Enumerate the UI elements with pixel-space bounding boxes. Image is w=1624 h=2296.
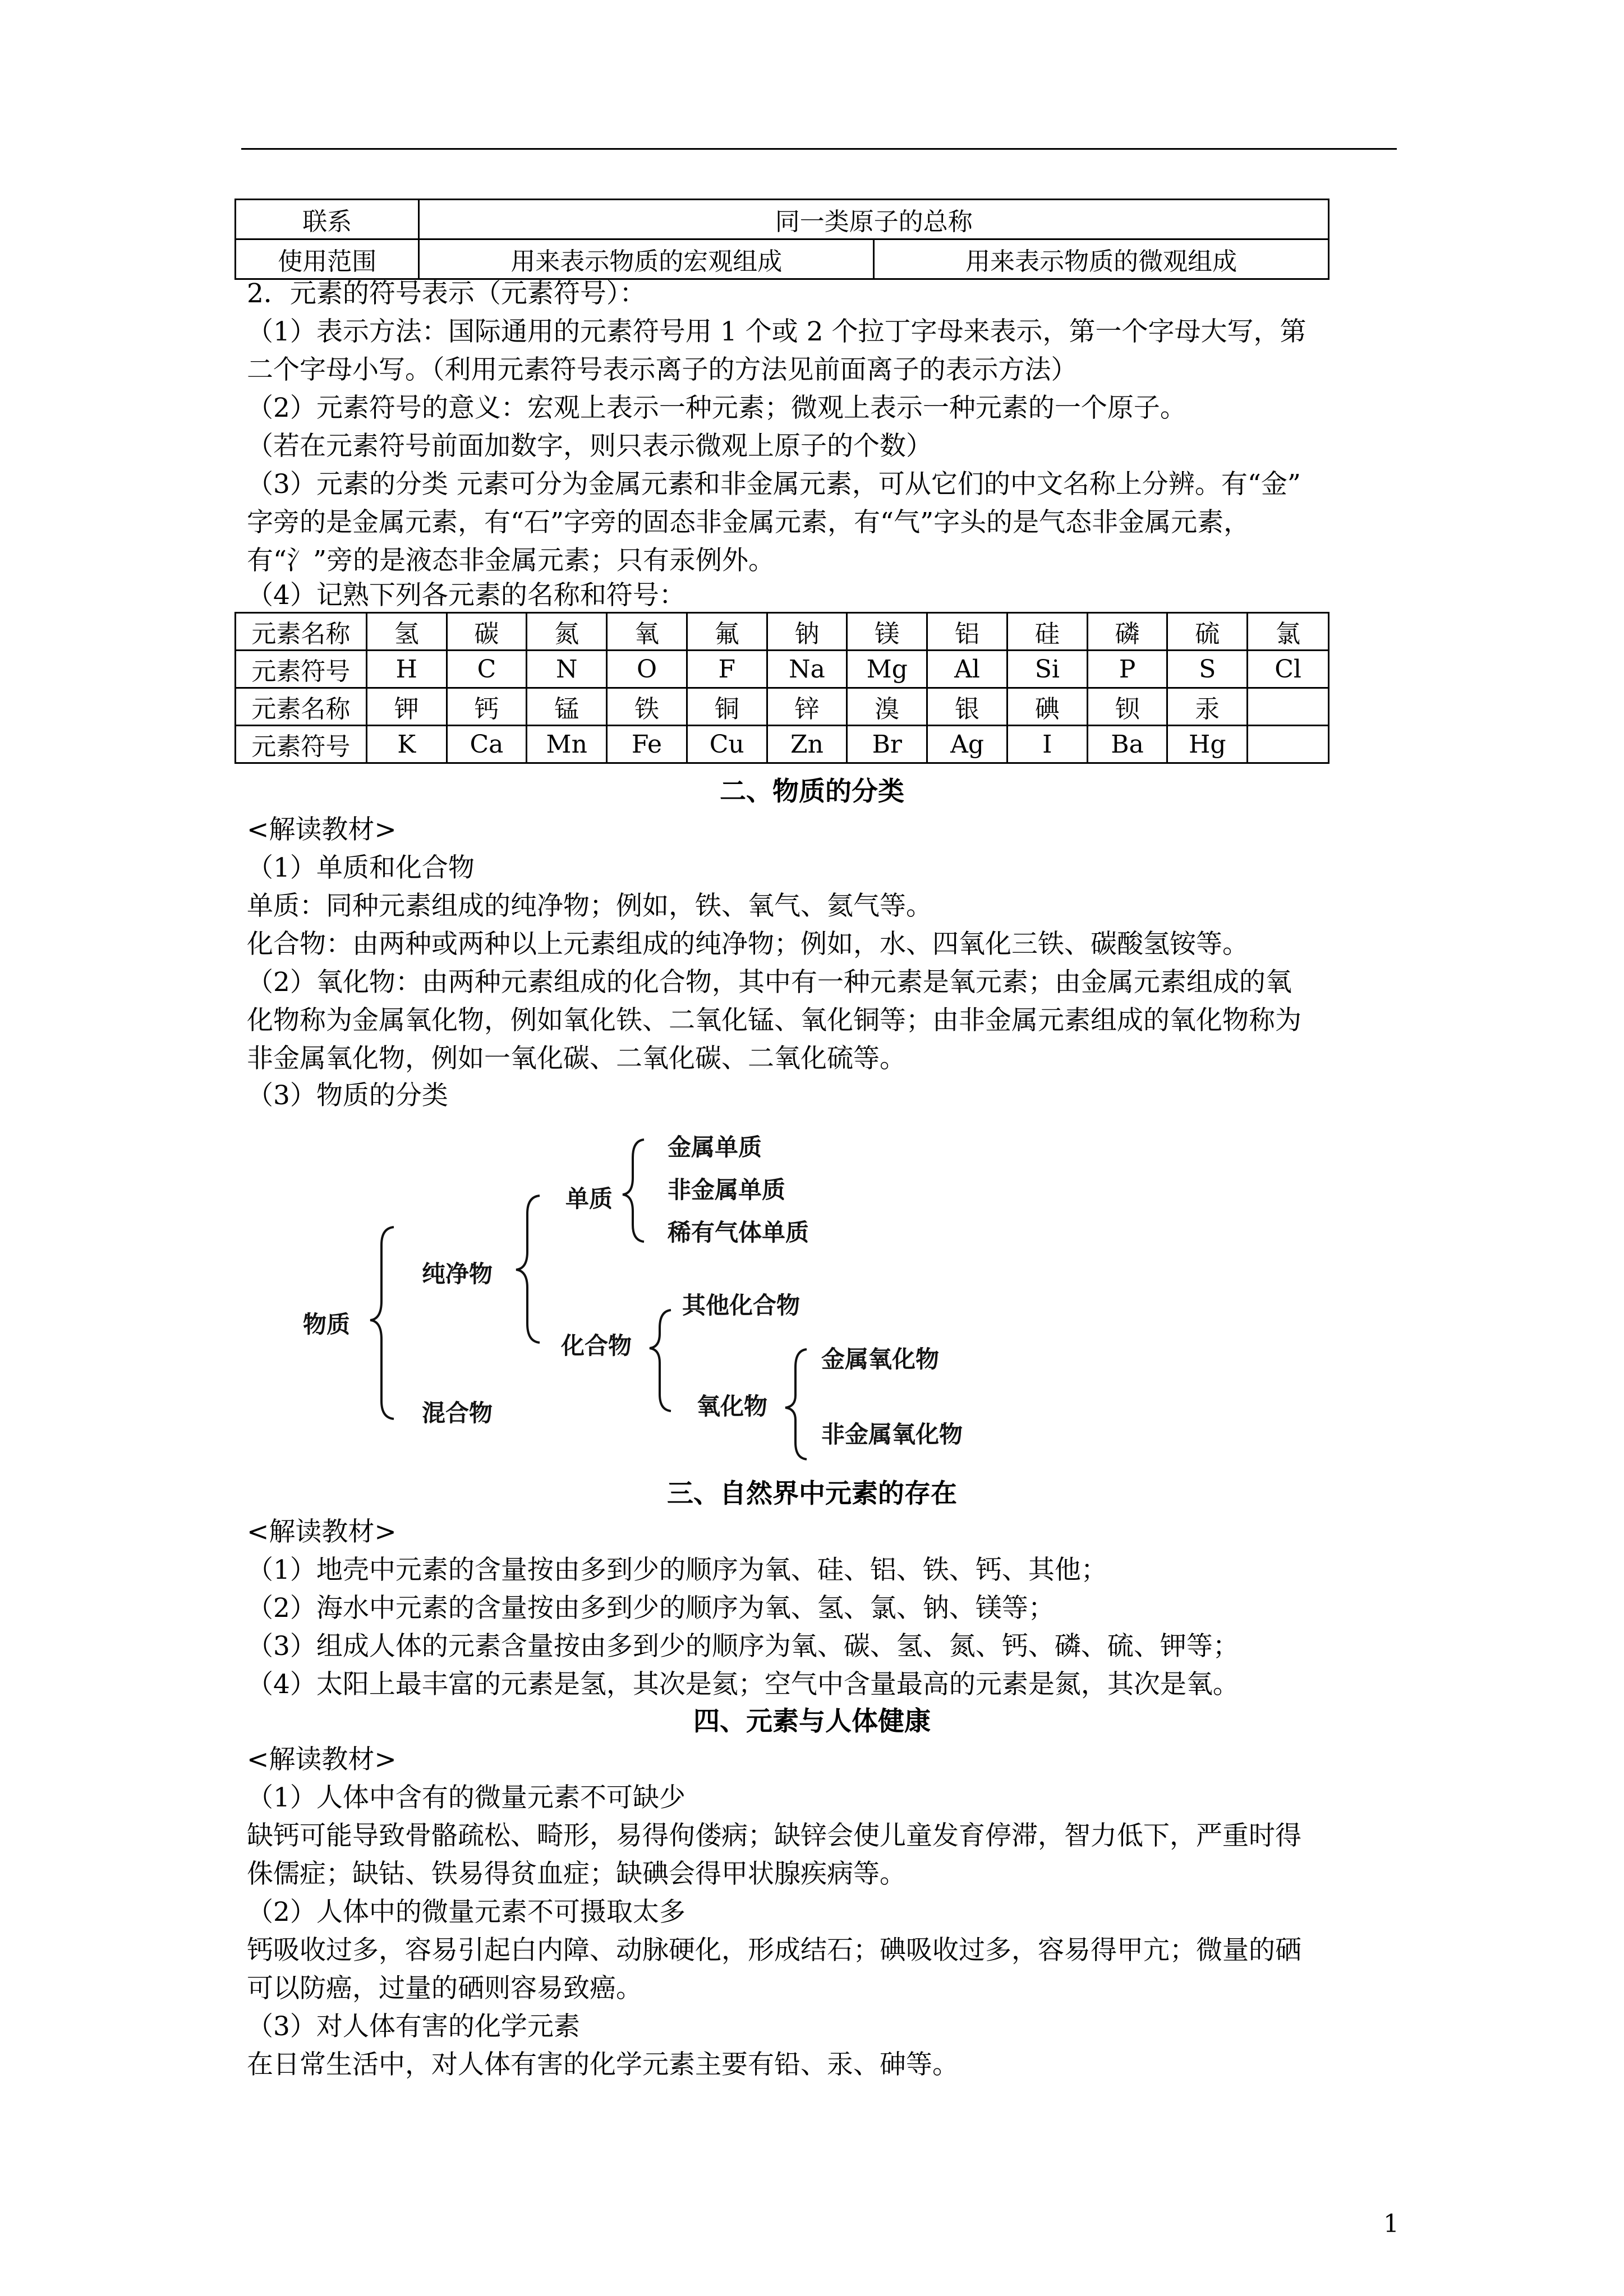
row-label-scope: 使用范围	[236, 239, 419, 279]
paragraph-line: （1）表示方法：国际通用的元素符号用 1 个或 2 个拉丁字母来表示，第一个字母大写，第	[247, 316, 1306, 347]
scope-micro: 用来表示物质的微观组成	[874, 239, 1329, 279]
tree-node-oxide: 氧化物	[697, 1393, 768, 1420]
subsection-title: （3）物质的分类	[247, 1080, 448, 1111]
section-intro: <解读教材>	[247, 814, 397, 845]
element-cell: 铜	[687, 688, 767, 726]
element-cell: 硫	[1167, 613, 1248, 651]
paragraph-line: （1）地壳中元素的含量按由多到少的顺序为氧、硅、铝、铁、钙、其他；	[247, 1555, 1107, 1585]
subsection-title: （3）对人体有害的化学元素	[247, 2011, 580, 2042]
tree-node-nonmetal-oxide: 非金属氧化物	[821, 1421, 963, 1448]
element-cell: 钠	[767, 613, 847, 651]
element-cell: K	[366, 726, 447, 763]
page-number: 1	[1383, 2210, 1399, 2238]
section-intro: <解读教材>	[247, 1744, 397, 1775]
section-heading-natural-existence: 三、自然界中元素的存在	[667, 1478, 957, 1509]
paragraph-line: 缺钙可能导致骨骼疏松、畸形，易得佝偻病；缺锌会使儿童发育停滞，智力低下，严重时得	[247, 1820, 1301, 1851]
paragraph-line: 非金属氧化物，例如一氧化碳、二氧化碳、二氧化硫等。	[247, 1043, 906, 1074]
scope-macro: 用来表示物质的宏观组成	[419, 239, 874, 279]
tree-node-metal-oxide: 金属氧化物	[821, 1345, 940, 1373]
paragraph-line: 二个字母小写。（利用元素符号表示离子的方法见前面离子的表示方法）	[247, 354, 1078, 385]
brace-oxide	[785, 1349, 807, 1459]
paragraph-line: （3）组成人体的元素含量按由多到少的顺序为氧、碳、氢、氮、钙、磷、硫、钾等；	[247, 1631, 1239, 1662]
item-2-title: 2．元素的符号表示（元素符号）：	[247, 278, 646, 309]
table-row	[236, 726, 1329, 763]
tree-node-element: 单质	[565, 1185, 613, 1212]
element-cell: 氧	[607, 613, 687, 651]
element-cell: 溴	[847, 688, 927, 726]
paragraph-line: 字旁的是金属元素，有“石”字旁的固态非金属元素，有“气”字头的是气态非金属元素，	[247, 507, 1250, 538]
element-cell: 氯	[1248, 613, 1329, 651]
paragraph-line: （2）氧化物：由两种元素组成的化合物，其中有一种元素是氧元素；由金属元素组成的氧	[247, 967, 1292, 998]
subsection-title: （1）单质和化合物	[247, 852, 475, 883]
element-cell: 氟	[687, 613, 767, 651]
row-header-cell: 元素符号	[236, 651, 367, 688]
brace-compound	[650, 1310, 671, 1411]
header-rule	[241, 148, 1397, 150]
element-cell: C	[447, 651, 527, 688]
paragraph-line: 可以防癌，过量的硒则容易致癌。	[247, 1973, 642, 2004]
table-row	[236, 651, 1329, 688]
element-symbol-table	[234, 612, 1329, 764]
section-heading-classification: 二、物质的分类	[720, 776, 904, 807]
element-cell: N	[527, 651, 607, 688]
paragraph-line: （3）元素的分类 元素可分为金属元素和非金属元素，可从它们的中文名称上分辨。有“金”	[247, 469, 1301, 500]
brace-element	[623, 1140, 644, 1242]
element-cell: Fe	[607, 726, 687, 763]
element-cell: 钡	[1087, 688, 1167, 726]
element-cell: Mg	[847, 651, 927, 688]
tree-node-noble-gas: 稀有气体单质	[668, 1219, 809, 1246]
tree-node-compound: 化合物	[561, 1332, 632, 1359]
table-row	[236, 688, 1329, 726]
subsection-title: （2）人体中的微量元素不可摄取太多	[247, 1897, 686, 1928]
element-cell: Ba	[1087, 726, 1167, 763]
tree-node-metal-element: 金属单质	[668, 1133, 762, 1161]
element-cell: Hg	[1167, 726, 1248, 763]
element-cell: S	[1167, 651, 1248, 688]
row-header-cell: 元素名称	[236, 613, 367, 651]
row-header-cell: 元素名称	[236, 688, 367, 726]
brace-pure	[516, 1196, 540, 1343]
element-concept-table	[234, 199, 1329, 280]
element-cell: Mn	[527, 726, 607, 763]
section-intro: <解读教材>	[247, 1516, 397, 1547]
element-cell: 铝	[927, 613, 1007, 651]
row-header-cell: 元素符号	[236, 726, 367, 763]
element-cell: Ca	[447, 726, 527, 763]
subsection-title: （1）人体中含有的微量元素不可缺少	[247, 1782, 686, 1813]
element-cell: Si	[1007, 651, 1087, 688]
table-row	[236, 200, 1329, 239]
paragraph-line: 单质：同种元素组成的纯净物；例如，铁、氧气、氦气等。	[247, 891, 932, 921]
row-label-relation: 联系	[236, 200, 419, 239]
element-cell: 硅	[1007, 613, 1087, 651]
element-cell: 碳	[447, 613, 527, 651]
element-cell: 氮	[527, 613, 607, 651]
element-cell: 钾	[366, 688, 447, 726]
paragraph-line: 化合物：由两种或两种以上元素组成的纯净物；例如，水、四氧化三铁、碳酸氢铵等。	[247, 929, 1249, 960]
tree-node-pure: 纯净物	[422, 1260, 493, 1288]
element-cell: 镁	[847, 613, 927, 651]
paragraph-line: （4）记熟下列各元素的名称和符号：	[247, 580, 686, 611]
tree-node-root: 物质	[303, 1311, 351, 1338]
paragraph-line: 钙吸收过多，容易引起白内障、动脉硬化，形成结石；碘吸收过多，容易得甲亢；微量的硒	[247, 1935, 1301, 1966]
section-heading-health: 四、元素与人体健康	[693, 1706, 931, 1737]
element-cell: 锌	[767, 688, 847, 726]
element-cell: 碘	[1007, 688, 1087, 726]
tree-node-other-compound: 其他化合物	[682, 1292, 801, 1319]
element-cell: 磷	[1087, 613, 1167, 651]
element-cell	[1248, 726, 1329, 763]
element-cell: Ag	[927, 726, 1007, 763]
element-cell: O	[607, 651, 687, 688]
element-cell: 银	[927, 688, 1007, 726]
element-cell: 铁	[607, 688, 687, 726]
element-cell: F	[687, 651, 767, 688]
element-cell: Al	[927, 651, 1007, 688]
element-cell: 锰	[527, 688, 607, 726]
element-cell: 钙	[447, 688, 527, 726]
element-cell: P	[1087, 651, 1167, 688]
table-row	[236, 239, 1329, 279]
paragraph-line: （若在元素符号前面加数字，则只表示微观上原子的个数）	[247, 431, 932, 462]
tree-node-mixture: 混合物	[422, 1399, 493, 1427]
element-cell: Zn	[767, 726, 847, 763]
element-cell: Cl	[1248, 651, 1329, 688]
paragraph-line: 侏儒症；缺钴、铁易得贫血症；缺碘会得甲状腺疾病等。	[247, 1859, 906, 1889]
paragraph-line: 有“氵”旁的是液态非金属元素；只有汞例外。	[247, 545, 775, 576]
tree-node-nonmetal-element: 非金属单质	[668, 1176, 786, 1204]
table-row	[236, 613, 1329, 651]
element-cell: 氢	[366, 613, 447, 651]
element-cell	[1248, 688, 1329, 726]
paragraph-line: （2）海水中元素的含量按由多到少的顺序为氧、氢、氯、钠、镁等；	[247, 1593, 1055, 1624]
element-cell: Cu	[687, 726, 767, 763]
brace-root	[370, 1227, 394, 1419]
element-cell: 汞	[1167, 688, 1248, 726]
element-cell: Br	[847, 726, 927, 763]
paragraph-line: （2）元素符号的意义：宏观上表示一种元素；微观上表示一种元素的一个原子。	[247, 393, 1186, 423]
paragraph-line: 在日常生活中，对人体有害的化学元素主要有铅、汞、砷等。	[247, 2049, 959, 2080]
paragraph-line: 化物称为金属氧化物，例如氧化铁、二氧化锰、氧化铜等；由非金属元素组成的氧化物称为	[247, 1005, 1301, 1036]
element-cell: H	[366, 651, 447, 688]
paragraph-line: （4）太阳上最丰富的元素是氢，其次是氦；空气中含量最高的元素是氮，其次是氧。	[247, 1669, 1239, 1700]
relation-value: 同一类原子的总称	[419, 200, 1329, 239]
element-cell: Na	[767, 651, 847, 688]
element-cell: I	[1007, 726, 1087, 763]
